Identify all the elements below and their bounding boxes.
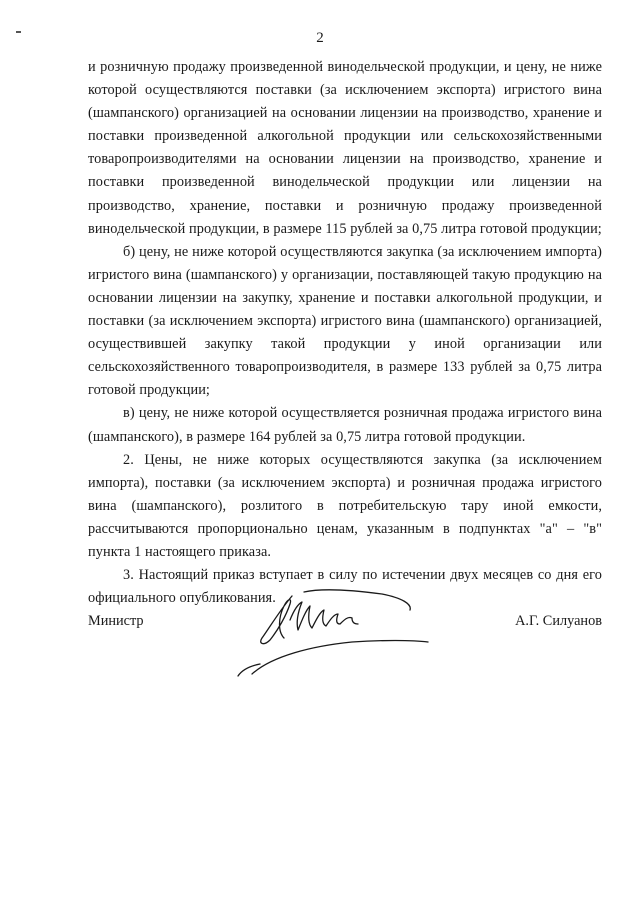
document-body bbox=[88, 56, 602, 610]
signer-name: А.Г. Силуанов bbox=[515, 613, 602, 629]
paragraph-continuation: и розничную продажу произведенной винодельческой продукции, и цену, не ниже которой осуществляются поставки (за исключением экспорта) игристого вина (шампанского) организацией на основании лицензии на производство, хранение и поставки произведенной алкогольной продукции или сельскохозяйственными товаропроизводителями на основании лицензии на производство, хранение и поставки произведенной винодельческой продукции или лицензии на производство, хранение, поставки и розничную продажу произведенной винодельческой продукции, в размере 115 рублей за 0,75 литра готовой продукции; bbox=[88, 59, 602, 237]
page-number: 2 bbox=[316, 30, 324, 46]
paragraph-subitem-b: б) цену, не ниже которой осуществляются закупка (за исключением импорта) игристого вина (шампанского) у организации, поставляющей такую продукцию на основании лицензии на закупку, хранение и поставки алкогольной продукции, и поставки (за исключением экспорта) игристого вина (шампанского) организацией, осуществившей закупку такой продукции у иной организации или сельскохозяйственного товаропроизводителя, в размере 133 рублей за 0,75 литра готовой продукции; bbox=[88, 243, 602, 399]
paragraph-item-3: 3. Настоящий приказ вступает в силу по истечении двух месяцев со дня его официального опубликования. bbox=[88, 567, 602, 607]
handwritten-signature bbox=[232, 580, 432, 680]
minister-label: Министр bbox=[88, 613, 144, 629]
paragraph-item-2: 2. Цены, не ниже которых осуществляются закупка (за исключением импорта), поставки (за исключением экспорта) и розничная продажа игристого вина (шампанского), розлитого в потребительскую тару иной емкости, рассчитываются пропорционально ценам, указанным в подпунктах "а" – "в" пункта 1 настоящего приказа. bbox=[88, 451, 602, 560]
paragraph-subitem-v: в) цену, не ниже которой осуществляется розничная продажа игристого вина (шампанского), в размере 164 рублей за 0,75 литра готовой продукции. bbox=[88, 405, 602, 445]
